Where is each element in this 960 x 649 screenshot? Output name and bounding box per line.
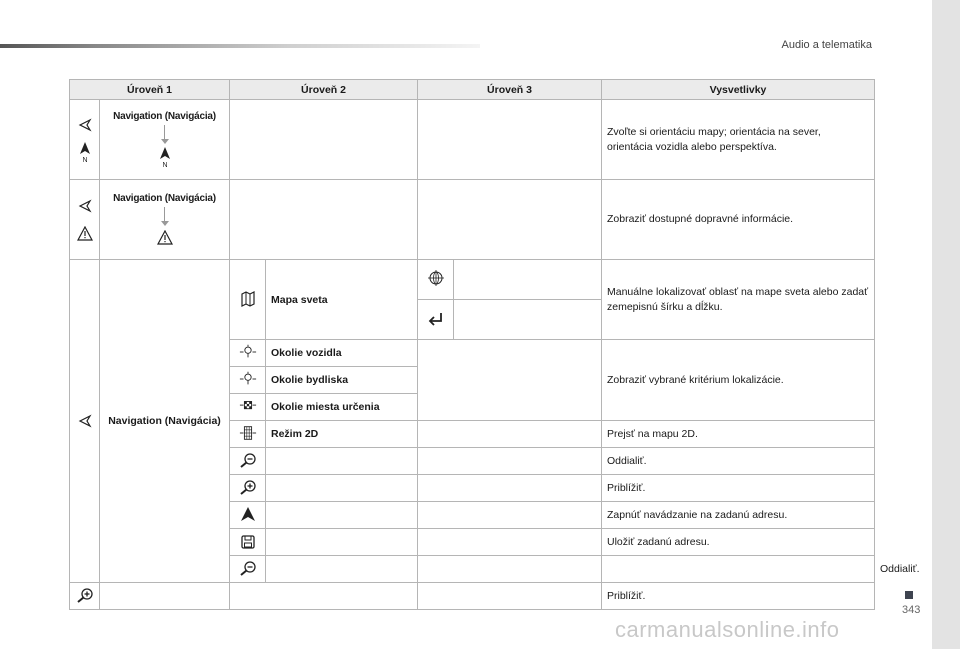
- flag-icon-cell: [230, 394, 266, 421]
- empty-cell: [418, 180, 602, 260]
- map-icon[interactable]: [239, 290, 257, 308]
- orientation-desc: Zvoľte si orientáciu mapy; orientácia na sever, orientácia vozidla alebo perspektíva.: [602, 100, 875, 180]
- header-level-1: Úroveň 1: [70, 80, 230, 100]
- empty-cell: [266, 502, 418, 529]
- north-arrow-icon[interactable]: [76, 140, 94, 164]
- orientation-nav-cell: [100, 100, 230, 180]
- zoom-in-icon-cell: [70, 583, 100, 610]
- empty-cell: [454, 300, 602, 340]
- empty-cell: [230, 583, 418, 610]
- warning-triangle-icon[interactable]: [76, 225, 94, 243]
- flow-line: [164, 207, 165, 221]
- nav-zoom-in-desc: Priblížiť.: [602, 475, 875, 502]
- header-level-2: Úroveň 2: [230, 80, 418, 100]
- around-vehicle-label: Okolie vozidla: [266, 340, 418, 367]
- map-icon-cell: [230, 260, 266, 340]
- watermark: carmanualsonline.info: [615, 617, 840, 642]
- zoom-out-icon[interactable]: [239, 559, 257, 577]
- empty-cell: [266, 529, 418, 556]
- save-icon-cell: [230, 529, 266, 556]
- nav-arrow-icon[interactable]: [76, 412, 94, 430]
- crosshair-icon[interactable]: [239, 370, 257, 388]
- empty-cell: [418, 100, 602, 180]
- orientation-nav-label: Navigation (Navigácia): [113, 111, 216, 122]
- orientation-icons-cell: [70, 100, 100, 180]
- zoom-in-desc: Priblížiť.: [602, 583, 875, 610]
- zoom-in-icon-cell: [230, 475, 266, 502]
- empty-cell: [266, 448, 418, 475]
- empty-cell: [418, 448, 602, 475]
- guidance-icon[interactable]: [239, 505, 257, 523]
- page-marker: [905, 591, 913, 599]
- flow-arrow-icon: [161, 139, 169, 144]
- empty-cell: [602, 556, 875, 583]
- north-letter: N: [161, 162, 168, 168]
- zoom-out-icon-cell: [230, 556, 266, 583]
- section-title: Audio a telematika: [781, 39, 872, 51]
- nav-arrow-icon[interactable]: [76, 197, 94, 215]
- table-row-zoom-in: [70, 583, 875, 610]
- empty-cell: [418, 340, 602, 421]
- return-icon-cell: [418, 300, 454, 340]
- empty-cell: [100, 583, 230, 610]
- traffic-desc: Zobraziť dostupné dopravné informácie.: [602, 180, 875, 260]
- table-row-traffic: [70, 180, 875, 260]
- empty-cell: [266, 556, 418, 583]
- navigation-icon-cell: [70, 260, 100, 583]
- guidance-icon-cell: [230, 502, 266, 529]
- map-label: Mapa sveta: [266, 260, 418, 340]
- guidance-desc: Zapnúť navádzanie na zadanú adresu.: [602, 502, 875, 529]
- empty-cell: [418, 529, 602, 556]
- header-level-3: Úroveň 3: [418, 80, 602, 100]
- table-row-zoom-out: Oddialiť.: [70, 556, 875, 583]
- navigation-label: Navigation (Navigácia): [100, 260, 230, 583]
- around-desc: Zobraziť vybrané kritérium lokalizácie.: [602, 340, 875, 421]
- grid-icon-cell: [230, 421, 266, 448]
- svg-text:N: N: [81, 156, 88, 163]
- mode-2d-desc: Prejsť na mapu 2D.: [602, 421, 875, 448]
- empty-cell: [418, 583, 602, 610]
- empty-cell: [418, 502, 602, 529]
- grid-icon[interactable]: [239, 424, 257, 442]
- zoom-in-icon[interactable]: [76, 586, 94, 604]
- save-desc: Uložiť zadanú adresu.: [602, 529, 875, 556]
- map-desc: Manuálne lokalizovať oblasť na mape sveta alebo zadať zemepisnú šírku a dĺžku.: [602, 260, 875, 340]
- traffic-icons-cell: [70, 180, 100, 260]
- globe-icon-cell: [418, 260, 454, 300]
- crosshair-icon[interactable]: [239, 343, 257, 361]
- table-row-orientation: [70, 100, 875, 180]
- menu-table: [69, 79, 920, 610]
- table-header-row: [70, 80, 875, 100]
- empty-cell: [418, 556, 602, 583]
- north-arrow-icon[interactable]: [156, 146, 174, 168]
- flow-line: [164, 125, 165, 139]
- crosshair-icon-cell: [230, 367, 266, 394]
- save-icon[interactable]: [239, 533, 257, 551]
- zoom-out-icon[interactable]: [239, 451, 257, 469]
- around-destination-label: Okolie miesta určenia: [266, 394, 418, 421]
- return-icon[interactable]: [427, 310, 445, 328]
- zoom-in-icon[interactable]: [239, 478, 257, 496]
- empty-cell: [418, 475, 602, 502]
- traffic-nav-cell: [100, 180, 230, 260]
- empty-cell: [266, 475, 418, 502]
- globe-icon[interactable]: [427, 269, 445, 287]
- traffic-nav-label: Navigation (Navigácia): [113, 192, 216, 204]
- page-number: 343: [902, 604, 921, 616]
- destination-flag-icon[interactable]: [239, 397, 257, 415]
- zoom-out-icon-cell: [230, 448, 266, 475]
- crosshair-icon-cell: [230, 340, 266, 367]
- table-row-map: [70, 260, 875, 300]
- mode-2d-label: Režim 2D: [266, 421, 418, 448]
- flow-arrow-icon: [161, 221, 169, 226]
- top-decorative-bar: [0, 44, 480, 48]
- nav-zoom-out-desc: Oddialiť.: [602, 448, 875, 475]
- header-explanation: Vysvetlivky: [602, 80, 875, 100]
- empty-cell: [230, 180, 418, 260]
- nav-arrow-icon[interactable]: [76, 116, 94, 134]
- warning-triangle-icon[interactable]: [156, 229, 174, 247]
- empty-cell: [454, 260, 602, 300]
- empty-cell: [230, 100, 418, 180]
- around-home-label: Okolie bydliska: [266, 367, 418, 394]
- empty-cell: [418, 421, 602, 448]
- side-strip: [932, 0, 960, 649]
